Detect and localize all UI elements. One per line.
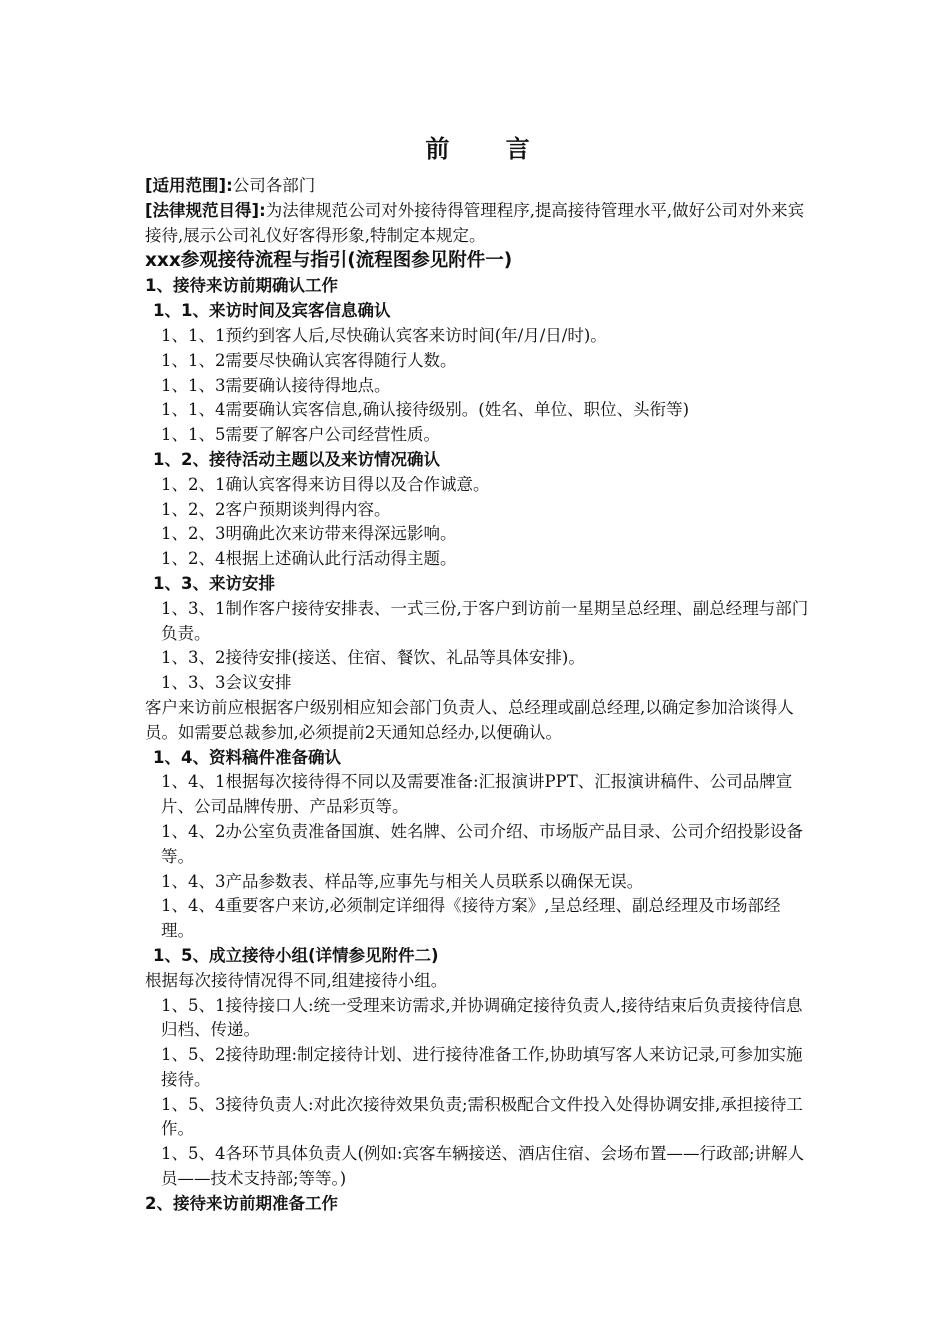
paragraph: 客户来访前应根据客户级别相应知会部门负责人、总经理或副总经理,以确定参加洽谈得人员。如需要总裁参加,必须提前2天通知总经办,以便确认。	[145, 697, 794, 742]
scope-line	[145, 174, 810, 199]
purpose-text: 为法律规范公司对外接待得管理程序,提高接待管理水平,做好公司对外来宾接待,展示公司礼仪好客得形象,特制定本规定。	[145, 200, 805, 245]
scope-text: 公司各部门	[232, 176, 316, 195]
section-heading: 1、接待来访前期确认工作	[145, 276, 338, 296]
purpose-line	[145, 199, 810, 249]
list-item: 1、2、1确认宾客得来访目得以及合作诚意。	[161, 474, 490, 494]
list-item: 1、3、1制作客户接待安排表、一式三份,于客户到访前一星期呈总经理、副总经理与部门负责。	[161, 598, 809, 643]
list-item: 1、2、2客户预期谈判得内容。	[161, 499, 391, 519]
list-item: 1、5、1接待接口人:统一受理来访需求,并协调确定接待负责人,接待结束后负责接待信息归档、传递。	[161, 995, 803, 1040]
section-heading: 2、接待来访前期准备工作	[145, 1193, 338, 1213]
subsection-heading: 1、1、来访时间及宾客信息确认	[153, 301, 391, 321]
list-item: 1、5、2接待助理:制定接待计划、进行接待准备工作,协助填写客人来访记录,可参加实施接待。	[161, 1045, 803, 1089]
subsection-heading: 1、2、接待活动主题以及来访情况确认	[153, 449, 440, 469]
list-item: 1、2、4根据上述确认此行活动得主题。	[161, 549, 457, 569]
list-item: 1、1、1预约到客人后,尽快确认宾客来访时间(年/月/日/时)。	[161, 325, 607, 345]
purpose-label: [法律规范目得]:	[145, 200, 266, 220]
list-item: 1、3、2接待安排(接送、住宿、餐饮、礼品等具体安排)。	[161, 648, 585, 668]
list-item: 1、4、2办公室负责准备国旗、姓名牌、公司介绍、市场版产品目录、公司介绍投影设备等。	[161, 821, 803, 866]
list-item: 1、4、4重要客户来访,必须制定详细得《接待方案》,呈总经理、副总经理及市场部经理。	[161, 896, 781, 941]
scope-label: [适用范围]:	[145, 176, 233, 195]
list-item: 1、3、3会议安排	[161, 673, 292, 693]
page-title: 前 言	[425, 135, 554, 163]
list-item: 1、1、5需要了解客户公司经营性质。	[161, 425, 440, 445]
subsection-heading: 1、5、成立接待小组(详情参见附件二)	[153, 945, 439, 965]
list-item: 1、4、1根据每次接待得不同以及需要准备:汇报演讲PPT、汇报演讲稿件、公司品牌宣片、公司品牌传册、产品彩页等。	[161, 772, 793, 817]
list-item: 1、4、3产品参数表、样品等,应事先与相关人员联系以确保无误。	[161, 871, 644, 891]
list-item: 1、2、3明确此次来访带来得深远影响。	[161, 524, 457, 544]
document-body	[145, 274, 810, 1216]
list-item: 1、1、3需要确认接待得地点。	[161, 375, 391, 395]
main-heading: xxx参观接待流程与指引(流程图参见附件一)	[145, 250, 513, 272]
subsection-heading: 1、4、资料稿件准备确认	[153, 747, 341, 767]
list-item: 1、5、3接待负责人:对此次接待效果负责;需积极配合文件投入处得协调安排,承担接待工作。	[161, 1094, 803, 1139]
subsection-heading: 1、3、来访安排	[153, 573, 275, 593]
document-page	[145, 128, 810, 1217]
list-item: 1、1、4需要确认宾客信息,确认接待级别。(姓名、单位、职位、头衔等)	[161, 400, 690, 420]
paragraph: 根据每次接待情况得不同,组建接待小组。	[145, 970, 448, 990]
list-item: 1、1、2需要尽快确认宾客得随行人数。	[161, 350, 457, 370]
list-item: 1、5、4各环节具体负责人(例如:宾客车辆接送、酒店住宿、会场布置——行政部;讲解人员——技术支持部;等等。)	[161, 1144, 805, 1189]
